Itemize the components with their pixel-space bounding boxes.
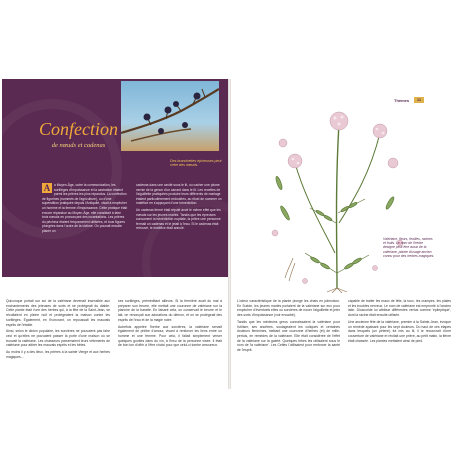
page-subtitle: de nœuds et cadenas — [51, 142, 106, 149]
body-paragraph: Quiconque portait sur soi de la valériane devenait insensible aux enchantements des jeteuses de sorts et se protégeait du diable. Cette plante était l'une des herbes qui, à la fête de la Saint-Jean, se récoltaient en pleine nuit et protégeaient la maison contre les sortilèges. Également, en l'honorant, on repoussait les mauvais esprits de l'étable. — [6, 299, 110, 327]
page-number: 11 — [414, 97, 424, 103]
banner — [2, 79, 228, 277]
running-header: Thèmes — [394, 98, 410, 103]
right-body-text — [237, 299, 451, 353]
body-paragraph: capable de traiter les maux de tête, la toux, les crampes, les plaies et les troubles nerveux. Le nom de valériane est emprunté à l'ancien latin. Dioscoride lui attribue différentes vertus comme 'épileptique', dont la racine était ensuite utilisée. — [348, 299, 451, 318]
body-paragraph: Une ancienne fête de la valériane, premier à la Sainte-Jean, évoque un remède apaisant pour les sept douleurs. Du haut de ces étapes dans lesquels (un pèlerin) fut mis au lit, il le recouvrait d'une couverture de valériane et récitait une prière, au petit matin, la fièvre était chassée. Les plantes mettaient ainsi de pied. — [348, 319, 451, 343]
plate-caption: Valériane, fleurs, feuilles, racines et fruits. Le nom de l'herbe désigne peut être aussi de la valériane, plante d'usage ancien connu pour des herbes magiques. — [383, 237, 435, 258]
thorny-branch-icon — [121, 81, 219, 151]
thorny-branch-photo — [121, 81, 219, 151]
body-paragraph: Ainsi, selon le dicton populaire, les sorcières ne pouvaient pas faire ceci et qu'elles ne pouvaient passer la porte d'une maison où se trouvait la valériane. Les chasseurs parsemaient leurs vêtements de valériane pour attirer les mauvais esprits et les bêtes. — [6, 329, 110, 348]
body-paragraph: Tandis que les médecins grecs connaissaient la valériane pour l'utiliser, ses ancêtres, soulageaient les coliques et certaines douleurs féminines, mettant une couronne d'herbes (et) de mille-pertuis, en remèdes de la valériane. Elle était considérée de l'effet de la valériane sur la gaieté. Quelques tribes les utilisaient sous le nom de 'la valériane'. Les Celtes l'utilisaient pour renforcer la santé de l'esprit. — [237, 319, 340, 353]
drop-cap: A — [43, 183, 51, 193]
body-paragraph: Autrefois appelée l'herbe aux sorcières, la valériane servait également de philtre d'amour, visant à renforcer les liens entre un homme et une femme. Pour cela, il fallait simplement verser quelques gouttes dans du vin, à l'insu de la personne visée. Il était de bon ton d'offrir à l'être choisi pour que celui-ci tombe amoureux. — [118, 324, 222, 348]
body-paragraph: Au moins il y a des lieux, les prières à la sainte Vierge et aux herbes magiques... — [6, 350, 110, 359]
photo-caption: Des branchettes épineuses peut créer des nœuds. — [170, 159, 222, 168]
banner-paragraph: cadenas dans une cavité sous le lit, ou cacher une plume vernie de la gence d'un canard dans le lit. Les recettes de l'aiguillette pratiquées produire leurs différents de mariage étaient particulièrement redoutées, au rituel de nommer un maléfice en s'appuyant d'une bénédiction. — [136, 183, 222, 206]
body-paragraph: ses sortilèges, préméditant ailleurs. Si la fermière avait du mal à préparer son beurre, elle mettait une couronne de valériane sur la planche de la baratte. En faisant cela, on conservait le beurre et le lait, on renonçait aux adorations du démon, et on se protégeait des esprits de l'eau et de la magie noire. — [118, 299, 222, 322]
book-spread — [2, 79, 455, 389]
page-title: Confection — [39, 119, 118, 139]
body-paragraph: L'odeur caractéristique de la plante plonge les chats en pâmoison. En Suède, les jeunes mariés portaient de la valériane sur eux pour empêcher d'éventuels elfes ou sorcières de nouer l'aiguillette et jeter des sorts d'impuissance (voir encadré). — [237, 299, 340, 318]
right-page — [231, 79, 455, 389]
valerian-botanical-icon — [265, 103, 410, 293]
banner-paragraph: A u Moyen-Âge, outre la communication, les sortilèges d'impuissance et la castration étaient parmi les prières les plus répandus. La confection de figurines (nommés de l'agriculture), ou d'une superstition pratiquée depuis l'Antiquité, visait à empêcher un homme et la femme d'impuissance. Cette pratique était encore répandue au Moyen-Âge, elle consistait à faire trois nœuds en prononçant des incantations. Les prières du pécheur étaient fréquemment utilisées, et tous figures plongées dans l'ordre de la victime. On pouvait ensuite placer un — [42, 183, 128, 233]
banner-text — [42, 183, 222, 234]
left-page — [2, 79, 228, 389]
banner-paragraph: Un cadenas fermé était réputé avoir le même effet que les nœuds sur les jeunes mariés. Tandis que les épreuves consument la bénédiction nuptiale, la prière une personne fermait un cadenas et le jetait à l'eau. Si le cadenas était retrouvé, le maléfice était annulé. — [136, 207, 221, 231]
left-body-text — [6, 299, 222, 359]
